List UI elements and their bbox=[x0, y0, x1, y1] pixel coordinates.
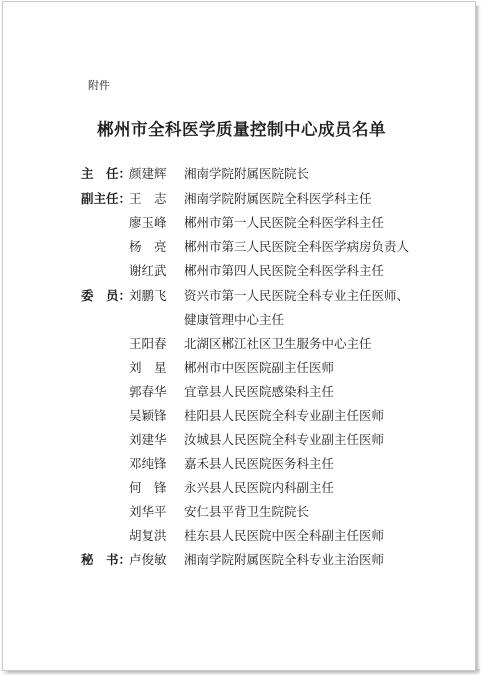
member-name: 王 志 bbox=[129, 191, 167, 206]
member-duty: 郴州市第三人民医院全科医学病房负责人 bbox=[184, 239, 410, 254]
member-duty: 桂阳县人民医院全科专业副主任医师 bbox=[184, 408, 385, 423]
member-role: 秘 书： bbox=[81, 552, 132, 567]
member-row bbox=[0, 164, 483, 184]
member-name: 刘建华 bbox=[129, 432, 167, 447]
member-duty: 郴州市中医医院副主任医师 bbox=[184, 360, 335, 375]
member-duty: 资兴市第一人民医院全科专业主任医师、 bbox=[184, 288, 410, 303]
member-name: 郭春华 bbox=[129, 384, 167, 399]
annex-label: 附件 bbox=[88, 79, 110, 92]
member-duty: 安仁县平背卫生院院长 bbox=[184, 504, 310, 519]
member-duty: 湘南学院附属医院全科专业主治医师 bbox=[184, 552, 385, 567]
member-row bbox=[0, 237, 483, 257]
member-row bbox=[0, 526, 483, 546]
member-role: 主 任： bbox=[81, 166, 132, 181]
member-duty: 郴州市第一人民医院全科医学科主任 bbox=[184, 215, 385, 230]
member-row bbox=[0, 358, 483, 378]
member-name: 卢俊敏 bbox=[129, 552, 167, 567]
member-row bbox=[0, 430, 483, 450]
member-duty: 宜章县人民医院感染科主任 bbox=[184, 384, 335, 399]
member-duty: 桂东县人民医院中医全科副主任医师 bbox=[184, 528, 385, 543]
member-name: 颜建辉 bbox=[129, 166, 167, 181]
member-row bbox=[0, 550, 483, 570]
member-name: 邓纯锋 bbox=[129, 456, 167, 471]
member-role: 副主任： bbox=[81, 191, 132, 206]
member-duty: 健康管理中心主任 bbox=[184, 312, 285, 327]
member-duty: 湘南学院附属医院全科医学科主任 bbox=[184, 191, 372, 206]
member-duty: 嘉禾县人民医院医务科主任 bbox=[184, 456, 335, 471]
member-row bbox=[0, 286, 483, 306]
member-row bbox=[0, 406, 483, 426]
member-row bbox=[0, 334, 483, 354]
member-row bbox=[0, 310, 483, 330]
member-name: 杨 亮 bbox=[129, 239, 167, 254]
member-duty: 永兴县人民医院内科副主任 bbox=[184, 480, 335, 495]
member-name: 刘鹏飞 bbox=[129, 288, 167, 303]
member-row bbox=[0, 213, 483, 233]
member-name: 廖玉峰 bbox=[129, 215, 167, 230]
member-row bbox=[0, 261, 483, 281]
member-row bbox=[0, 189, 483, 209]
member-duty: 郴州市第四人民医院全科医学科主任 bbox=[184, 263, 385, 278]
member-duty: 汝城县人民医院全科专业副主任医师 bbox=[184, 432, 385, 447]
member-row bbox=[0, 502, 483, 522]
member-name: 吴颖锋 bbox=[129, 408, 167, 423]
member-duty: 湘南学院附属医院院长 bbox=[184, 166, 310, 181]
member-name: 刘 星 bbox=[129, 360, 167, 375]
member-row bbox=[0, 382, 483, 402]
member-name: 王阳春 bbox=[129, 336, 167, 351]
document-title: 郴州市全科医学质量控制中心成员名单 bbox=[97, 120, 386, 139]
member-name: 何 锋 bbox=[129, 480, 167, 495]
member-name: 胡复洪 bbox=[129, 528, 167, 543]
member-row bbox=[0, 478, 483, 498]
member-name: 谢红武 bbox=[129, 263, 167, 278]
member-role: 委 员： bbox=[81, 288, 132, 303]
member-row bbox=[0, 454, 483, 474]
member-name: 刘华平 bbox=[129, 504, 167, 519]
member-duty: 北湖区郴江社区卫生服务中心主任 bbox=[184, 336, 372, 351]
